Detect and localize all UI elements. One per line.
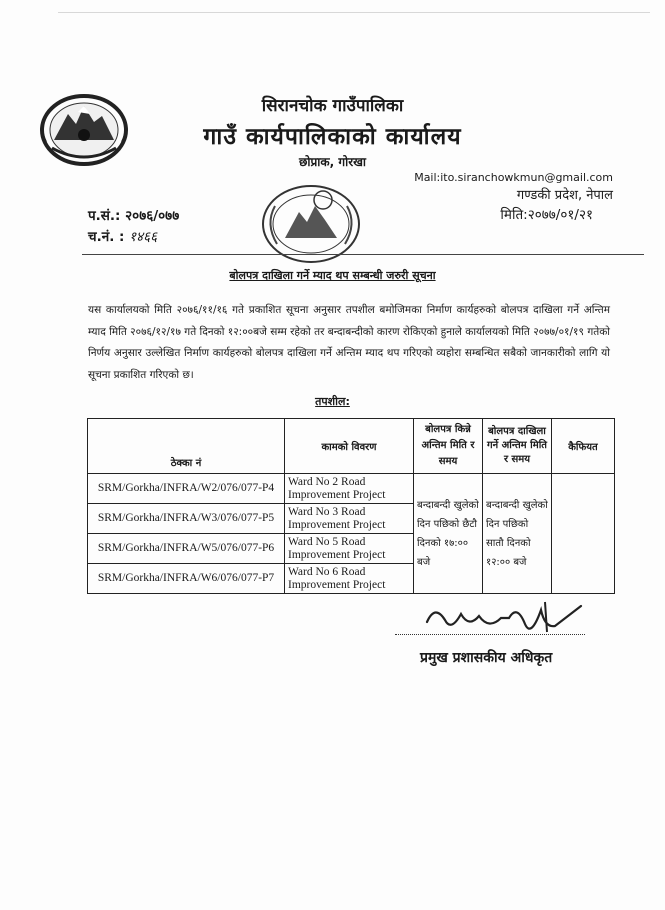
top-border-line xyxy=(58,12,650,13)
office-email: Mail:ito.siranchowkmun@gmail.com xyxy=(414,171,613,184)
work-description: Ward No 6 Road Improvement Project xyxy=(285,564,414,594)
header-purchase-deadline: बोलपत्र किन्ने अन्तिम मिति र समय xyxy=(414,419,483,474)
work-description: Ward No 5 Road Improvement Project xyxy=(285,534,414,564)
table-row xyxy=(88,474,615,504)
work-description: Ward No 3 Road Improvement Project xyxy=(285,504,414,534)
notice-body: यस कार्यालयको मिति २०७६/११/१६ गते प्रकाशित सूचना अनुसार तपशील बमोजिमका निर्माण कार्यहरुको बोलपत्र दाखिला गर्ने अन्तिम म्याद मिति २०७६/१२/१७ गते दिनको १२:००बजे सम्म रहेको तर बन्दाबन्दीको कारण रोकिएको हुनाले कार्यालयको मिति २०७७/०१/१९ गतेको निर्णय अनुसार उल्लेखित निर्माण कार्यहरुको बोलपत्र दाखिला गर्ने अन्तिम म्याद थप गरिएको व्यहोरा सम्बन्धित सबैको जानकारीको लागि यो सूचना प्रकाशित गरिएको छ। xyxy=(88,304,610,381)
contract-number: SRM/Gorkha/INFRA/W6/076/077-P7 xyxy=(88,564,285,594)
letter-number: प.सं.: २०७६/०७७ xyxy=(88,208,180,224)
header-contract-number: ठेक्का नं xyxy=(88,419,285,474)
header-divider xyxy=(82,254,644,255)
header-work-description: कामको विवरण xyxy=(285,419,414,474)
submission-deadline-value: बन्दाबन्दी खुलेको दिन पछिको सातौ दिनको १२:०० बजे xyxy=(483,474,552,594)
office-title: गाउँ कार्यपालिकाको कार्यालय xyxy=(203,124,462,150)
work-description: Ward No 2 Road Improvement Project xyxy=(285,474,414,504)
dispatch-label: च.नं. : xyxy=(88,229,125,245)
dispatch-number xyxy=(88,227,157,245)
table-header-row xyxy=(88,419,615,474)
signatory-title: प्रमुख प्रशासकीय अधिकृत xyxy=(420,650,553,666)
signature-line xyxy=(395,634,585,635)
letter-date: मिति:२०७७/०१/२१ xyxy=(500,207,593,223)
contract-number: SRM/Gorkha/INFRA/W2/076/077-P4 xyxy=(88,474,285,504)
contract-number: SRM/Gorkha/INFRA/W5/076/077-P6 xyxy=(88,534,285,564)
header-submission-deadline: बोलपत्र दाखिला गर्ने अन्तिम मिति र समय xyxy=(483,419,552,474)
office-location: छोप्राक, गोरखा xyxy=(298,155,367,169)
details-heading: तपशील: xyxy=(315,395,350,408)
contract-number: SRM/Gorkha/INFRA/W3/076/077-P5 xyxy=(88,504,285,534)
province-country: गण्डकी प्रदेश, नेपाल xyxy=(516,188,613,203)
header-remarks: कैफियत xyxy=(552,419,615,474)
remarks-value xyxy=(552,474,615,594)
dispatch-value: १४६६ xyxy=(129,229,158,245)
tender-table xyxy=(87,418,615,594)
municipality-name: सिरानचोक गाउँपालिका xyxy=(261,96,404,116)
purchase-deadline-value: बन्दाबन्दी खुलेको दिन पछिको छैटौ दिनको १७:०० बजे xyxy=(414,474,483,594)
notice-subject: बोलपत्र दाखिला गर्ने म्याद थप सम्बन्धी जरुरी सूचना xyxy=(229,269,436,282)
handwritten-signature-icon xyxy=(405,598,595,646)
